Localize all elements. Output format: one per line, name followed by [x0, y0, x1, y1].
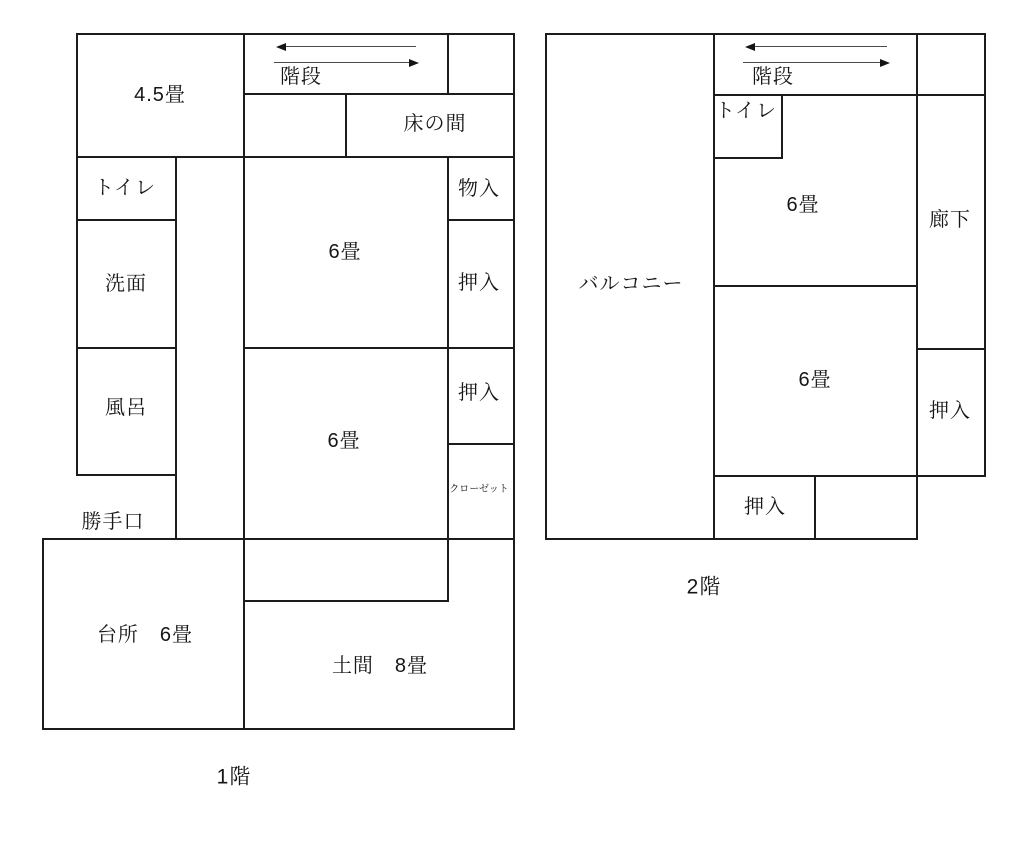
- f1-oshiire-upper-label: 押入: [458, 272, 500, 294]
- arrow-shaft: [274, 62, 409, 64]
- f1-doma-step: [243, 538, 449, 602]
- f2-room-6-tatami-lower-label: 6畳: [798, 369, 832, 391]
- f1-washroom-label: 洗面: [105, 273, 147, 295]
- f2-toilet-label: トイレ: [715, 100, 777, 122]
- f1-storage-mono-ire-label: 物入: [458, 178, 500, 200]
- f1-oshiire-lower-label: 押入: [458, 382, 500, 404]
- f2-stairs-label: 階段: [752, 66, 794, 88]
- f2-corridor-label: 廊下: [929, 209, 971, 231]
- f1-wardrobe-label: クローゼット: [449, 484, 509, 495]
- f1-kitchen-label: 台所 6畳: [96, 624, 194, 646]
- arrow-head-left-icon: [276, 43, 286, 51]
- f1-room-6-tatami-upper-label: 6畳: [328, 241, 362, 263]
- f2-stairs-arrow-left-icon: [745, 42, 887, 51]
- f2-corner-box: [916, 33, 986, 96]
- arrow-head-left-icon: [745, 43, 755, 51]
- f1-hallway: [175, 156, 245, 540]
- f1-corner-box: [447, 33, 515, 95]
- f1-room-4-5-tatami-label: 4.5畳: [134, 84, 186, 106]
- f1-toilet-label: トイレ: [94, 177, 156, 199]
- arrow-shaft: [743, 62, 880, 64]
- arrow-shaft: [755, 46, 887, 48]
- f1-tokonoma-label: 床の間: [403, 113, 467, 135]
- f1-floor-label: 1階: [216, 765, 252, 789]
- arrow-head-right-icon: [880, 59, 890, 67]
- f1-stairs-arrow-left-icon: [276, 42, 416, 51]
- f1-back-door-label: 勝手口: [81, 511, 145, 533]
- f2-oshiire-right-label: 押入: [929, 400, 971, 422]
- arrow-shaft: [286, 46, 416, 48]
- f1-bath-label: 風呂: [105, 397, 147, 419]
- f2-balcony-label: バルコニー: [578, 273, 684, 295]
- arrow-head-right-icon: [409, 59, 419, 67]
- f1-under-stairs-box: [243, 93, 347, 158]
- f2-oshiire-bottom-label: 押入: [744, 496, 786, 518]
- f2-bottom-empty-box: [814, 475, 918, 540]
- f1-room-6-tatami-lower-label: 6畳: [327, 430, 361, 452]
- f2-room-6-tatami-upper-label: 6畳: [786, 194, 820, 216]
- f2-floor-label: 2階: [686, 575, 722, 599]
- f1-stairs-label: 階段: [280, 66, 322, 88]
- f1-doma-label: 土間 8畳: [331, 655, 429, 677]
